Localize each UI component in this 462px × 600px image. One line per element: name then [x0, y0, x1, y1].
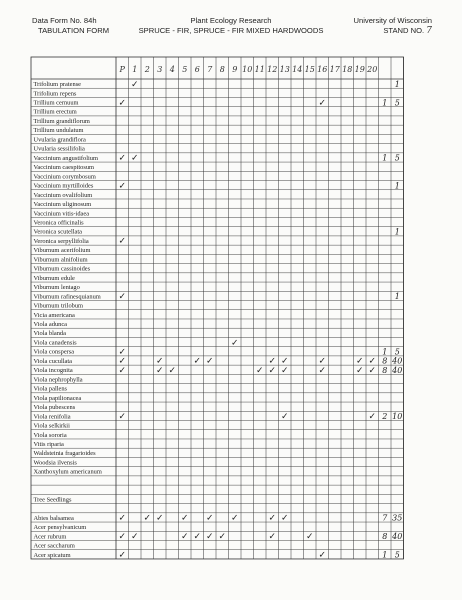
- species-label: Viola selkirkii: [33, 422, 70, 430]
- check-mark: ✓: [268, 356, 277, 367]
- check-mark: ✓: [130, 79, 139, 90]
- check-mark: ✓: [130, 153, 139, 164]
- check-mark: ✓: [268, 513, 277, 524]
- column-header: 12: [267, 65, 278, 74]
- check-mark: ✓: [118, 98, 127, 109]
- species-label: Abies balsamea: [33, 514, 74, 522]
- form-number: Data Form No. 84h: [32, 16, 97, 25]
- frequency-percent: 1: [394, 79, 400, 89]
- frequency-percent: 1: [394, 227, 400, 237]
- check-mark: ✓: [180, 513, 189, 524]
- frequency-percent: 10: [392, 412, 403, 422]
- frequency-count: 1: [382, 98, 388, 108]
- column-header: 11: [254, 65, 265, 74]
- species-label: Vaccinium myrtilloides: [33, 182, 94, 190]
- column-header: 17: [329, 65, 340, 74]
- stand-value: 7: [426, 25, 432, 36]
- species-label: Viola incognita: [33, 367, 73, 375]
- grid-frame: [31, 57, 404, 559]
- check-mark: ✓: [168, 365, 177, 376]
- check-mark: ✓: [118, 365, 127, 376]
- frequency-percent: 1: [394, 292, 400, 302]
- organization: Plant Ecology Research: [190, 16, 272, 25]
- species-label: Veronica scutellata: [33, 228, 82, 236]
- frequency-count: 2: [382, 412, 388, 422]
- column-header: 14: [292, 65, 303, 74]
- species-label: Viburnum lentago: [33, 284, 80, 292]
- species-label: Trifolium pratense: [33, 81, 82, 89]
- species-label: Trillium undulatum: [33, 127, 84, 135]
- check-mark: ✓: [230, 338, 239, 349]
- species-label: Viburnum cassinoides: [33, 265, 91, 273]
- university: University of Wisconsin: [353, 16, 432, 25]
- frequency-percent: 1: [394, 181, 400, 191]
- column-header: 2: [144, 65, 150, 74]
- frequency-count: 1: [382, 550, 388, 560]
- column-header: 20: [367, 65, 378, 74]
- frequency-percent: 5: [394, 98, 400, 108]
- check-mark: ✓: [205, 532, 214, 543]
- check-mark: ✓: [218, 532, 227, 543]
- check-mark: ✓: [118, 513, 127, 524]
- species-label: Acer spicatum: [33, 551, 71, 559]
- species-label: Veronica serpyllifolia: [33, 237, 89, 245]
- check-mark: ✓: [255, 365, 264, 376]
- species-label: Uvularia sessilifolia: [33, 145, 85, 153]
- species-label: Veronica officinalis: [33, 219, 84, 227]
- check-mark: ✓: [118, 550, 127, 561]
- species-label: Viola pallens: [33, 385, 68, 393]
- species-label: Vicia americana: [33, 311, 75, 319]
- species-label: Trillium grandiflorum: [33, 117, 90, 125]
- check-mark: ✓: [318, 98, 327, 109]
- species-label: Viola adunca: [33, 321, 68, 329]
- check-mark: ✓: [318, 365, 327, 376]
- species-label: Viola cucullata: [33, 357, 72, 365]
- check-mark: ✓: [318, 550, 327, 561]
- stand-label: STAND NO.: [383, 25, 425, 35]
- check-mark: ✓: [180, 532, 189, 543]
- check-mark: ✓: [118, 181, 127, 192]
- check-mark: ✓: [318, 356, 327, 367]
- species-label: Woodsia ilvensis: [33, 459, 77, 467]
- species-label: Viola renifolia: [33, 413, 71, 421]
- species-label: Acer rubrum: [33, 533, 67, 541]
- check-mark: ✓: [118, 153, 127, 164]
- check-mark: ✓: [280, 356, 289, 367]
- column-header: 8: [219, 65, 225, 74]
- frequency-percent: 40: [392, 532, 403, 542]
- column-header: 19: [354, 65, 365, 74]
- column-header: 6: [194, 65, 200, 74]
- species-label: Vaccinium angustifolium: [33, 154, 98, 162]
- species-label: Uvularia grandiflora: [33, 136, 86, 144]
- check-mark: ✓: [368, 365, 377, 376]
- species-label: Viola canadensis: [33, 339, 77, 347]
- check-mark: ✓: [155, 513, 164, 524]
- form-subtitle: SPRUCE - FIR, SPRUCE - FIR MIXED HARDWOODS: [138, 25, 324, 35]
- frequency-count: 8: [382, 356, 388, 366]
- species-label: Viola sororia: [33, 431, 67, 439]
- check-mark: ✓: [118, 292, 127, 303]
- species-label: Acer saccharum: [33, 542, 75, 550]
- species-label: Vaccinium vitis-idaea: [33, 210, 90, 218]
- frequency-percent: 5: [394, 347, 400, 357]
- species-label: Acer pensylvanicum: [33, 524, 87, 532]
- column-header: 7: [207, 65, 213, 74]
- frequency-count: 8: [382, 365, 388, 375]
- species-label: Viburnum acerifolium: [33, 247, 91, 255]
- species-label: Viola conspersa: [33, 348, 75, 356]
- column-header: 15: [304, 65, 315, 74]
- check-mark: ✓: [193, 532, 202, 543]
- check-mark: ✓: [143, 513, 152, 524]
- species-label: Trillium cernuum: [33, 99, 79, 107]
- check-mark: ✓: [280, 513, 289, 524]
- check-mark: ✓: [205, 356, 214, 367]
- column-header: 16: [317, 65, 328, 74]
- check-mark: ✓: [268, 365, 277, 376]
- check-mark: ✓: [355, 365, 364, 376]
- species-label: Viola nephrophylla: [33, 376, 83, 384]
- column-header: 13: [279, 65, 290, 74]
- frequency-percent: 35: [392, 513, 403, 523]
- check-mark: ✓: [205, 513, 214, 524]
- check-mark: ✓: [368, 412, 377, 423]
- check-mark: ✓: [280, 412, 289, 423]
- frequency-percent: 40: [392, 365, 403, 375]
- species-label: Viburnum rafinesquianum: [33, 293, 101, 301]
- check-mark: ✓: [268, 532, 277, 543]
- species-label: Viola blanda: [33, 330, 66, 338]
- check-mark: ✓: [118, 347, 127, 358]
- species-label: Vaccinium ovalifolium: [33, 191, 93, 199]
- form-type: TABULATION FORM: [38, 25, 110, 35]
- check-mark: ✓: [118, 412, 127, 423]
- column-header: P: [119, 65, 125, 74]
- species-label: Trillium erectum: [33, 108, 77, 116]
- species-label: Viola papilionacea: [33, 394, 82, 402]
- column-header: 3: [157, 65, 163, 74]
- column-header: 4: [169, 65, 175, 74]
- frequency-count: 7: [382, 513, 388, 523]
- species-label: Waldsteinia fragarioides: [33, 450, 96, 458]
- species-label: Vaccinium corymbosum: [33, 173, 96, 181]
- check-mark: ✓: [230, 513, 239, 524]
- species-label: Viburnum trilobum: [33, 302, 83, 310]
- check-mark: ✓: [118, 532, 127, 543]
- species-label: Vaccinium caespitosum: [33, 164, 95, 172]
- species-label: Tree Seedlings: [33, 496, 72, 504]
- frequency-percent: 5: [394, 153, 400, 163]
- check-mark: ✓: [155, 365, 164, 376]
- check-mark: ✓: [280, 365, 289, 376]
- check-mark: ✓: [193, 356, 202, 367]
- species-label: Xanthoxylum americanum: [33, 468, 102, 476]
- check-mark: ✓: [130, 532, 139, 543]
- column-header: 18: [342, 65, 353, 74]
- species-label: Viburnum edule: [33, 274, 75, 282]
- check-mark: ✓: [118, 356, 127, 367]
- frequency-percent: 5: [394, 550, 400, 560]
- species-label: Viburnum alnifolium: [33, 256, 88, 264]
- check-mark: ✓: [355, 356, 364, 367]
- species-label: Vaccinium uliginosum: [33, 201, 92, 209]
- column-header: 1: [132, 65, 138, 74]
- frequency-count: 8: [382, 532, 388, 542]
- check-mark: ✓: [118, 236, 127, 247]
- frequency-count: 1: [382, 347, 388, 357]
- column-header: 10: [242, 65, 253, 74]
- species-label: Trifolium repens: [33, 90, 77, 98]
- column-header: 9: [232, 65, 238, 74]
- species-label: Vitis riparia: [33, 441, 64, 448]
- frequency-count: 1: [382, 153, 388, 163]
- frequency-percent: 40: [392, 356, 403, 366]
- species-label: Viola pubescens: [33, 404, 76, 412]
- check-mark: ✓: [368, 356, 377, 367]
- column-header: 5: [182, 65, 188, 74]
- check-mark: ✓: [155, 356, 164, 367]
- check-mark: ✓: [305, 532, 314, 543]
